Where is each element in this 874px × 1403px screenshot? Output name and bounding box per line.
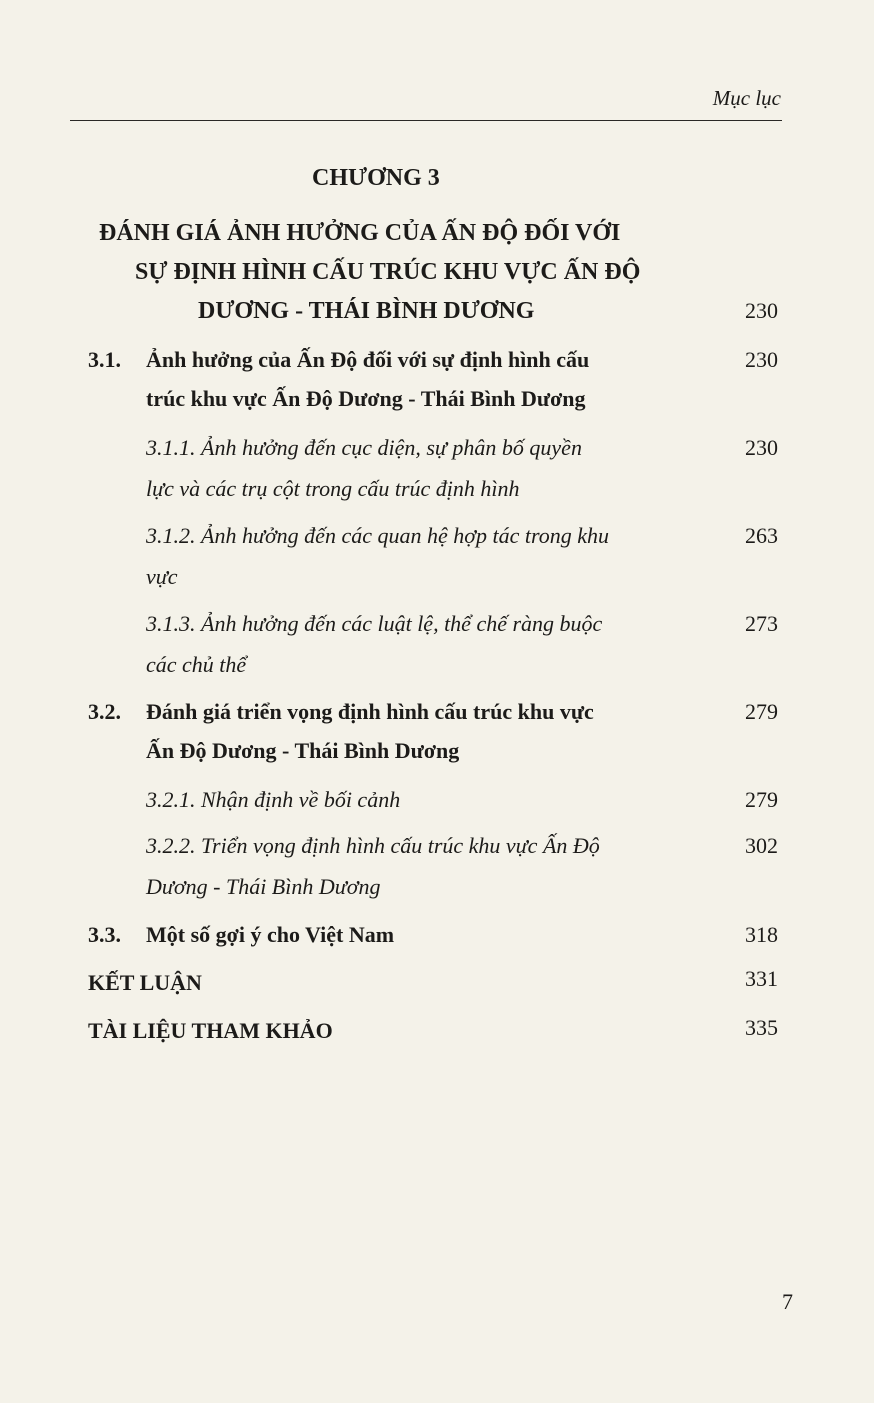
toc-page-number: 331: [745, 966, 778, 991]
toc-entry-line: TÀI LIỆU THAM KHẢO: [88, 1018, 333, 1043]
chapter-title-line-3: DƯƠNG - THÁI BÌNH DƯƠNG: [198, 298, 535, 324]
toc-entry-line: 3.2.1. Nhận định về bối cảnh: [146, 787, 401, 812]
toc-page-number: 230: [745, 435, 778, 460]
header-rule: [70, 120, 782, 121]
toc-entry-line: vực: [146, 564, 178, 589]
toc-page-number: 279: [745, 787, 778, 812]
toc-entry-line: 3.1.3. Ảnh hưởng đến các luật lệ, thể chế ràng buộc: [146, 611, 603, 636]
page-folio: 7: [782, 1289, 793, 1314]
toc-page-number: 279: [745, 699, 778, 724]
toc-page-number: 302: [745, 833, 778, 858]
toc-entry-number: 3.2.: [88, 699, 121, 724]
toc-entry-line: lực và các trụ cột trong cấu trúc định hình: [146, 476, 520, 501]
toc-entry-line: các chủ thể: [146, 652, 247, 677]
chapter-title-line-1: ĐÁNH GIÁ ẢNH HƯỞNG CỦA ẤN ĐỘ ĐỐI VỚI: [99, 220, 621, 246]
chapter-title-line-2: SỰ ĐỊNH HÌNH CẤU TRÚC KHU VỰC ẤN ĐỘ: [135, 259, 641, 285]
toc-entry-line: KẾT LUẬN: [88, 970, 202, 995]
toc-page-number: 335: [745, 1015, 778, 1040]
chapter-page-number: 230: [745, 298, 778, 323]
toc-entry-line: trúc khu vực Ấn Độ Dương - Thái Bình Dương: [146, 386, 586, 411]
toc-entry-line: 3.1.2. Ảnh hưởng đến các quan hệ hợp tác trong khu: [146, 523, 609, 548]
toc-page-number: 273: [745, 611, 778, 636]
toc-entry-line: Một số gợi ý cho Việt Nam: [146, 922, 395, 947]
toc-entry-line: 3.2.2. Triển vọng định hình cấu trúc khu vực Ấn Độ: [146, 833, 600, 858]
toc-entry-line: Ảnh hưởng của Ấn Độ đối với sự định hình cấu: [146, 347, 590, 372]
toc-entry-line: Dương - Thái Bình Dương: [146, 874, 381, 899]
chapter-label: CHƯƠNG 3: [312, 165, 440, 191]
toc-entry-line: Đánh giá triển vọng định hình cấu trúc khu vực: [146, 699, 594, 724]
running-header: Mục lục: [712, 86, 781, 110]
toc-page-number: 263: [745, 523, 778, 548]
toc-page-number: 318: [745, 922, 778, 947]
toc-entry-line: 3.1.1. Ảnh hưởng đến cục diện, sự phân bố quyền: [146, 435, 582, 460]
toc-page-number: 230: [745, 347, 778, 372]
toc-entry-line: Ấn Độ Dương - Thái Bình Dương: [146, 738, 460, 763]
toc-entry-number: 3.3.: [88, 922, 121, 947]
toc-entry-number: 3.1.: [88, 347, 121, 372]
